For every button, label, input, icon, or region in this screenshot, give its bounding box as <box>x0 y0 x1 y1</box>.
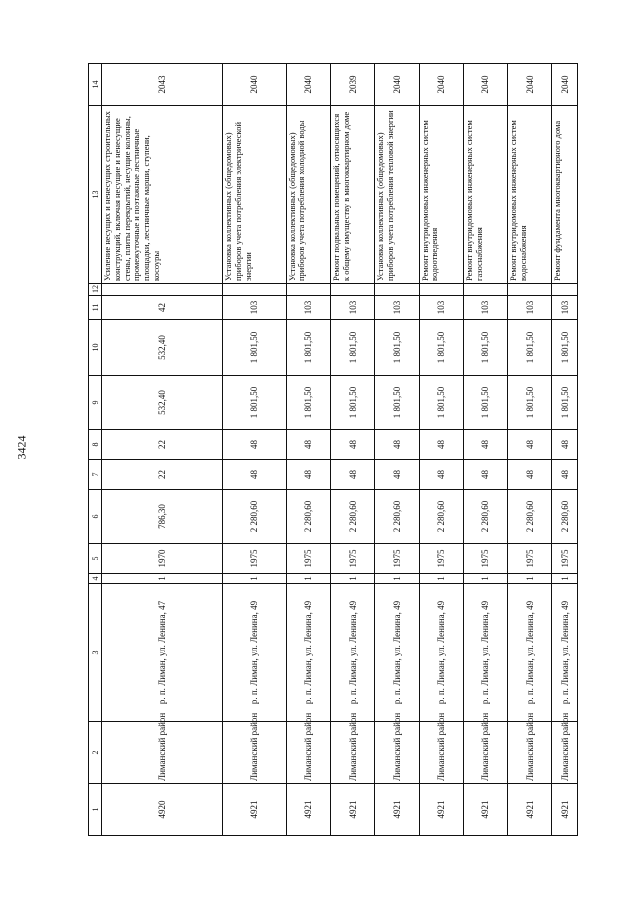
cell-work-type: Ремонт внутридомовых инженерных систем водоснабжения <box>508 106 552 284</box>
cell-col-8: 48 <box>463 430 507 460</box>
cell-planned-year: 2040 <box>286 64 330 106</box>
cell-col-10: 1 801,50 <box>223 320 287 376</box>
cell-col-4: 1 <box>102 574 223 584</box>
table-row <box>419 64 463 836</box>
data-table <box>88 63 578 836</box>
table-row <box>330 64 374 836</box>
cell-total-area: 2 280,60 <box>330 490 374 544</box>
cell-district: Лиманский район <box>330 722 374 784</box>
cell-year-built: 1975 <box>330 544 374 574</box>
cell-col-8: 48 <box>330 430 374 460</box>
column-header: 5 <box>89 544 102 574</box>
cell-col-12 <box>330 284 374 296</box>
cell-residents: 103 <box>552 296 578 320</box>
cell-col-4: 1 <box>463 574 507 584</box>
cell-col-12 <box>223 284 287 296</box>
cell-residents: 103 <box>508 296 552 320</box>
cell-col-12 <box>508 284 552 296</box>
table-row <box>102 64 223 836</box>
cell-col-8: 48 <box>552 430 578 460</box>
cell-planned-year: 2043 <box>102 64 223 106</box>
column-header: 11 <box>89 296 102 320</box>
cell-planned-year: 2039 <box>330 64 374 106</box>
rotated-table-container <box>88 64 578 836</box>
cell-year-built: 1975 <box>508 544 552 574</box>
cell-living-area: 1 801,50 <box>286 376 330 430</box>
cell-year-built: 1975 <box>419 544 463 574</box>
cell-col-7: 48 <box>286 460 330 490</box>
cell-district: Лиманский район <box>102 722 223 784</box>
cell-address: р. п. Лиман, ул. Ленина, 49 <box>419 584 463 722</box>
table-row <box>375 64 419 836</box>
cell-planned-year: 2040 <box>508 64 552 106</box>
cell-year-built: 1975 <box>552 544 578 574</box>
cell-col-8: 48 <box>508 430 552 460</box>
cell-col-8: 48 <box>419 430 463 460</box>
cell-address: р. п. Лиман, ул. Ленина, 49 <box>286 584 330 722</box>
cell-address: р. п. Лиман, ул. Ленина, 49 <box>375 584 419 722</box>
cell-district: Лиманский район <box>375 722 419 784</box>
cell-work-type: Ремонт внутридомовых инженерных систем водоотведения <box>419 106 463 284</box>
cell-col-12 <box>552 284 578 296</box>
cell-address: р. п. Лиман, ул. Ленина, 49 <box>508 584 552 722</box>
column-header: 2 <box>89 722 102 784</box>
table-row <box>463 64 507 836</box>
cell-address: р. п. Лиман, ул. Ленина, 49 <box>552 584 578 722</box>
cell-district: Лиманский район <box>286 722 330 784</box>
cell-row-number: 4921 <box>508 784 552 836</box>
cell-col-7: 48 <box>375 460 419 490</box>
cell-residents: 103 <box>286 296 330 320</box>
cell-col-10: 1 801,50 <box>508 320 552 376</box>
column-header: 13 <box>89 106 102 284</box>
cell-row-number: 4921 <box>330 784 374 836</box>
cell-planned-year: 2040 <box>375 64 419 106</box>
cell-living-area: 532,40 <box>102 376 223 430</box>
cell-row-number: 4921 <box>463 784 507 836</box>
cell-address: р. п. Лиман, ул. Ленина, 49 <box>463 584 507 722</box>
cell-total-area: 2 280,60 <box>508 490 552 544</box>
cell-residents: 103 <box>223 296 287 320</box>
cell-col-4: 1 <box>330 574 374 584</box>
cell-col-8: 48 <box>223 430 287 460</box>
cell-col-10: 1 801,50 <box>552 320 578 376</box>
page-number: 3424 <box>14 435 29 460</box>
cell-col-8: 48 <box>286 430 330 460</box>
cell-total-area: 2 280,60 <box>375 490 419 544</box>
table-row <box>286 64 330 836</box>
cell-living-area: 1 801,50 <box>330 376 374 430</box>
column-header: 12 <box>89 284 102 296</box>
cell-district: Лиманский район <box>419 722 463 784</box>
cell-col-10: 532,40 <box>102 320 223 376</box>
cell-col-7: 22 <box>102 460 223 490</box>
column-header: 8 <box>89 430 102 460</box>
cell-work-type: Ремонт фундамента многоквартирного дома <box>552 106 578 284</box>
cell-living-area: 1 801,50 <box>552 376 578 430</box>
cell-col-4: 1 <box>375 574 419 584</box>
cell-col-7: 48 <box>330 460 374 490</box>
cell-col-10: 1 801,50 <box>463 320 507 376</box>
cell-residents: 103 <box>330 296 374 320</box>
cell-col-4: 1 <box>552 574 578 584</box>
column-header: 1 <box>89 784 102 836</box>
cell-work-type: Усиление несущих и ненесущих строительных конструкций, включая несущие и ненесущие стены, плиты перекрытий, несущие колонны, промежуточные и поэтажные лестничные площадки, лестничные марши, ступени, косоуры <box>102 106 223 284</box>
cell-total-area: 786,30 <box>102 490 223 544</box>
cell-col-10: 1 801,50 <box>375 320 419 376</box>
cell-residents: 103 <box>419 296 463 320</box>
cell-work-type: Установка коллективных (общедомовых) приборов учета потребления электрической энергии <box>223 106 287 284</box>
table-row <box>508 64 552 836</box>
cell-year-built: 1970 <box>102 544 223 574</box>
column-header: 14 <box>89 64 102 106</box>
cell-living-area: 1 801,50 <box>463 376 507 430</box>
cell-col-8: 48 <box>375 430 419 460</box>
cell-col-10: 1 801,50 <box>419 320 463 376</box>
cell-row-number: 4920 <box>102 784 223 836</box>
cell-planned-year: 2040 <box>419 64 463 106</box>
cell-work-type: Установка коллективных (общедомовых) приборов учета потребления холодной воды <box>286 106 330 284</box>
cell-col-4: 1 <box>419 574 463 584</box>
column-header: 3 <box>89 584 102 722</box>
cell-planned-year: 2040 <box>552 64 578 106</box>
header-row <box>89 64 102 836</box>
cell-planned-year: 2040 <box>223 64 287 106</box>
cell-col-4: 1 <box>223 574 287 584</box>
cell-col-7: 48 <box>463 460 507 490</box>
cell-total-area: 2 280,60 <box>286 490 330 544</box>
cell-col-7: 48 <box>508 460 552 490</box>
cell-col-10: 1 801,50 <box>330 320 374 376</box>
column-header: 9 <box>89 376 102 430</box>
cell-col-4: 1 <box>286 574 330 584</box>
cell-col-12 <box>375 284 419 296</box>
cell-living-area: 1 801,50 <box>223 376 287 430</box>
column-header: 4 <box>89 574 102 584</box>
cell-row-number: 4921 <box>375 784 419 836</box>
cell-total-area: 2 280,60 <box>419 490 463 544</box>
cell-district: Лиманский район <box>508 722 552 784</box>
cell-work-type: Ремонт подвальных помещений, относящихся к общему имуществу в многоквартирном доме <box>330 106 374 284</box>
table-row <box>552 64 578 836</box>
column-header: 10 <box>89 320 102 376</box>
cell-row-number: 4921 <box>419 784 463 836</box>
cell-col-7: 48 <box>552 460 578 490</box>
cell-address: р. п. Лиман, ул. Ленина, 49 <box>330 584 374 722</box>
cell-year-built: 1975 <box>223 544 287 574</box>
cell-row-number: 4921 <box>223 784 287 836</box>
cell-address: р. п. Лиман, ул. Ленина, 49 <box>223 584 287 722</box>
cell-district: Лиманский район <box>223 722 287 784</box>
cell-total-area: 2 280,60 <box>463 490 507 544</box>
table-row <box>223 64 287 836</box>
cell-planned-year: 2040 <box>463 64 507 106</box>
cell-living-area: 1 801,50 <box>508 376 552 430</box>
cell-address: р. п. Лиман, ул. Ленина, 47 <box>102 584 223 722</box>
cell-year-built: 1975 <box>375 544 419 574</box>
cell-year-built: 1975 <box>463 544 507 574</box>
cell-col-7: 48 <box>419 460 463 490</box>
cell-total-area: 2 280,60 <box>223 490 287 544</box>
cell-col-10: 1 801,50 <box>286 320 330 376</box>
cell-living-area: 1 801,50 <box>419 376 463 430</box>
cell-district: Лиманский район <box>463 722 507 784</box>
cell-col-12 <box>463 284 507 296</box>
cell-district: Лиманский район <box>552 722 578 784</box>
cell-year-built: 1975 <box>286 544 330 574</box>
cell-total-area: 2 280,60 <box>552 490 578 544</box>
column-header: 6 <box>89 490 102 544</box>
cell-col-8: 22 <box>102 430 223 460</box>
cell-work-type: Ремонт внутридомовых инженерных систем газоснабжения <box>463 106 507 284</box>
cell-living-area: 1 801,50 <box>375 376 419 430</box>
cell-col-12 <box>102 284 223 296</box>
cell-work-type: Установка коллективных (общедомовых) приборов учета потребления тепловой энергии <box>375 106 419 284</box>
table-body <box>102 64 578 836</box>
cell-residents: 103 <box>375 296 419 320</box>
cell-col-7: 48 <box>223 460 287 490</box>
cell-col-12 <box>419 284 463 296</box>
cell-col-12 <box>286 284 330 296</box>
column-header: 7 <box>89 460 102 490</box>
cell-residents: 103 <box>463 296 507 320</box>
cell-col-4: 1 <box>508 574 552 584</box>
cell-residents: 42 <box>102 296 223 320</box>
cell-row-number: 4921 <box>286 784 330 836</box>
cell-row-number: 4921 <box>552 784 578 836</box>
